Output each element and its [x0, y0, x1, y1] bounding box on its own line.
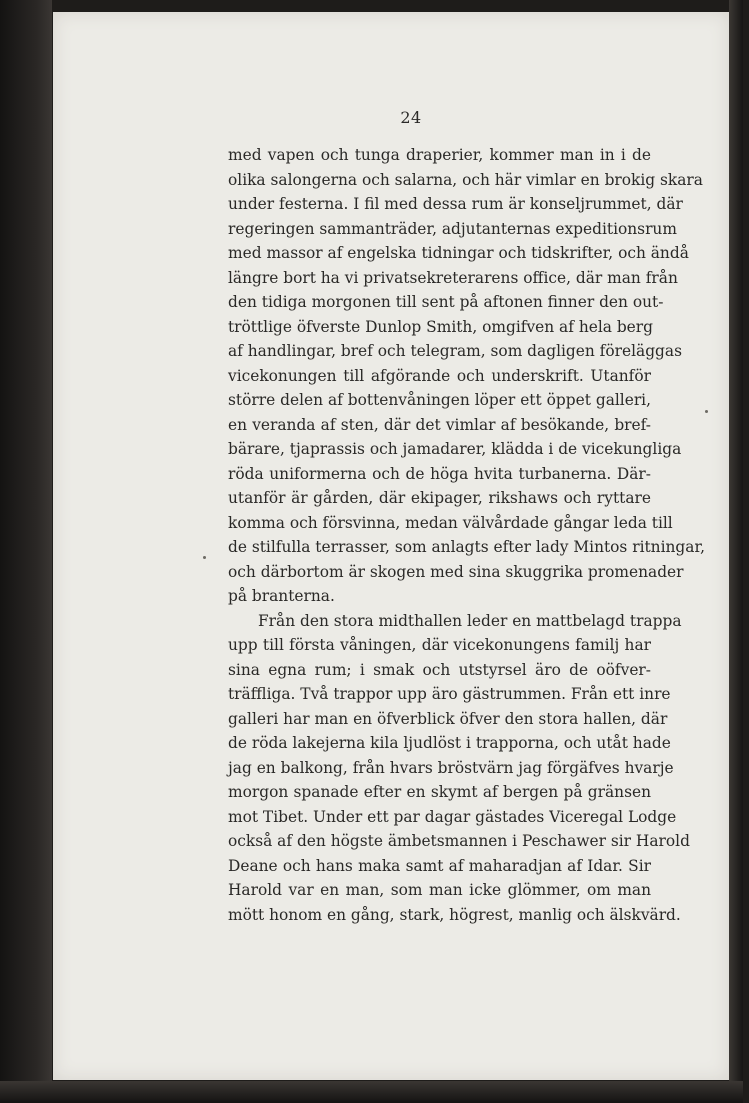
- scan-border-right: [729, 0, 743, 1103]
- text-line: mot Tibet. Under ett par dagar gästades Viceregal Lodge: [228, 807, 677, 826]
- text-line: galleri har man en öfverblick öfver den stora hallen, där: [228, 709, 668, 728]
- text-line: större delen af bottenvåningen löper ett öppet galleri,: [228, 391, 651, 409]
- text-line: och därbortom är skogen med sina skuggrika promenader: [228, 562, 684, 581]
- text-line: längre bort ha vi privatsekreterarens office, där man från: [228, 268, 678, 287]
- text-line: med vapen och tunga draperier, kommer man in i de: [228, 146, 651, 164]
- text-line: regeringen sammanträder, adjutanternas expeditionsrum: [228, 219, 677, 238]
- text-line: under festerna. I fil med dessa rum är konseljrummet, där: [228, 195, 683, 213]
- text-line: komma och försvinna, medan välvårdade gångar leda till: [228, 513, 673, 532]
- text-line: upp till första våningen, där vicekonungens familj har: [228, 636, 651, 654]
- text-line: jag en balkong, från hvars bröstvärn jag förgäfves hvarje: [228, 758, 674, 777]
- text-line: en veranda af sten, där det vimlar af besökande, bref-: [228, 415, 651, 434]
- paragraph-end-line: på branterna.: [228, 587, 335, 605]
- text-line: olika salongerna och salarna, och här vimlar en brokig skara: [228, 170, 703, 189]
- scan-border-bottom: [0, 1081, 743, 1103]
- text-line: de röda lakejerna kila ljudlöst i trapporna, och utåt hade: [228, 734, 671, 752]
- text-line: Harold var en man, som man icke glömmer, om man: [228, 881, 651, 899]
- book-page: [53, 12, 729, 1080]
- text-line: tröttlige öfverste Dunlop Smith, omgifven af hela berg: [228, 317, 654, 336]
- text-line: Deane och hans maka samt af maharadjan af Idar. Sir: [228, 856, 651, 875]
- text-line: de stilfulla terrasser, som anlagts efter lady Mintos ritningar,: [228, 538, 706, 556]
- scan-border-left: [0, 0, 52, 1103]
- text-line: morgon spanade efter en skymt af bergen på gränsen: [228, 783, 651, 801]
- text-line: mött honom en gång, stark, högrest, manlig och älskvärd.: [228, 905, 681, 924]
- text-line: träffliga. Två trappor upp äro gästrummen. Från ett inre: [228, 685, 671, 703]
- text-line: med massor af engelska tidningar och tidskrifter, och ändå: [228, 244, 689, 262]
- text-line: den tidiga morgonen till sent på aftonen finner den out-: [228, 293, 664, 311]
- paper-speck: [203, 556, 206, 559]
- page-number: 24: [400, 108, 422, 127]
- text-line: bärare, tjaprassis och jamadarer, klädda i de vicekungliga: [228, 440, 682, 458]
- text-line: röda uniformerna och de höga hvita turbanerna. Där-: [228, 464, 651, 483]
- paragraph-start-line: Från den stora midthallen leder en mattbelagd trappa: [258, 611, 682, 630]
- paper-speck: [705, 410, 708, 413]
- text-line: af handlingar, bref och telegram, som dagligen föreläggas: [228, 342, 682, 360]
- text-line: också af den högste ämbetsmannen i Peschawer sir Harold: [228, 832, 690, 850]
- text-line: utanför är gården, där ekipager, rikshaws och ryttare: [228, 489, 651, 507]
- text-line: vicekonungen till afgörande och underskrift. Utanför: [228, 366, 651, 385]
- text-line: sina egna rum; i smak och utstyrsel äro de oöfver-: [228, 660, 651, 679]
- body-text: [228, 143, 706, 927]
